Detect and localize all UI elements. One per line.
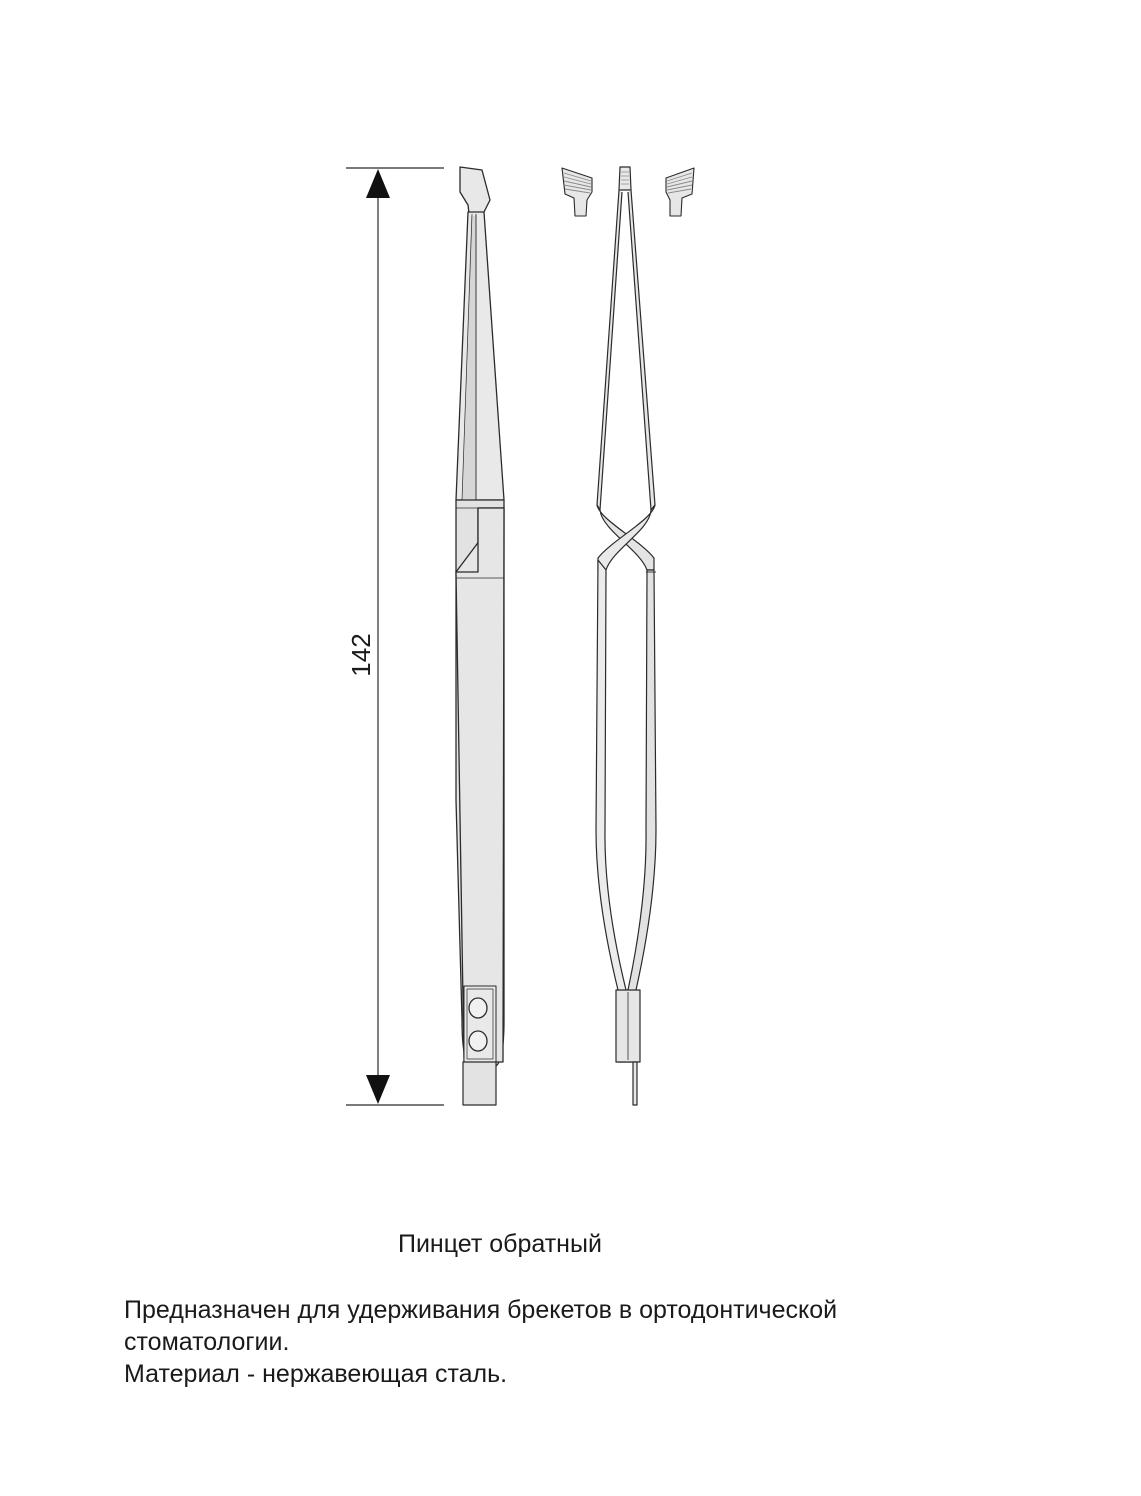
product-title: Пинцет обратный [398,1230,602,1258]
rivet-upper [469,998,487,1018]
description-line-purpose: Предназначен для удерживания брекетов в ортодонтической [124,1296,838,1324]
front-view-right-arm-upper [628,190,655,510]
dimension-arrow-top [366,169,390,198]
dimension-arrow-bottom [366,1075,390,1104]
side-view-butt-end [463,1062,496,1105]
tip-detail-left [562,168,592,216]
side-view-handle-body [456,508,504,1062]
tweezers-front-view [596,167,656,1105]
tip-detail-left-outline [562,168,592,216]
front-view-handle-right [628,570,656,1062]
front-view-tip [619,167,631,190]
tip-detail-right-outline [666,168,694,216]
product-description [124,1294,1024,1390]
rivet-lower [469,1031,487,1051]
dimension-value: 142 [346,633,376,677]
description-line-purpose-cont: стоматологии. [124,1328,290,1356]
front-view-handle-left [596,560,626,1062]
description-line-material: Материал - нержавеющая сталь. [124,1360,508,1388]
front-view-butt-pin [633,1062,637,1105]
front-view-left-arm-upper [597,190,622,510]
tip-detail-right [666,168,694,216]
tweezers-side-view [456,167,504,1105]
